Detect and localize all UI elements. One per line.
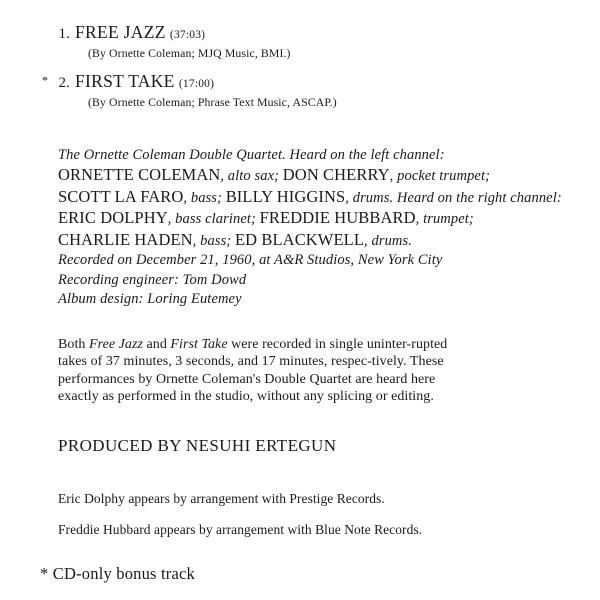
musician-role: , bass; [192, 232, 235, 249]
musician-name: ED BLACKWELL [234, 229, 365, 249]
personnel-line [58, 230, 560, 252]
bonus-track-footnote: * CD-only bonus track [40, 563, 195, 583]
musician-name: FREDDIE HUBBARD [259, 208, 416, 227]
track-line [52, 71, 560, 94]
musician-role: , bass; [183, 189, 226, 206]
track-duration: (37:03) [169, 29, 206, 41]
personnel-line [58, 208, 560, 230]
musician-role: , trumpet; [415, 211, 474, 227]
track-credit: (By Ornette Coleman; Phrase Text Music, ASCAP.) [88, 95, 337, 109]
track-list [42, 22, 560, 110]
courtesy-credits [58, 490, 438, 538]
notes-title-first-take: First Take [170, 336, 228, 352]
track-list-item [42, 71, 560, 110]
musician-name: DON CHERRY [282, 165, 390, 184]
personnel-block [58, 146, 560, 310]
musician-name: CHARLIE HADEN [58, 229, 193, 249]
bonus-track-star: * [42, 73, 48, 87]
track-number: 2. [58, 75, 70, 91]
album-design: Album design: Loring Eutemey [58, 291, 242, 307]
musician-name: ORNETTE COLEMAN [58, 165, 221, 184]
personnel-lead: The Ornette Coleman Double Quartet. Heard on the left channel: [58, 147, 445, 163]
courtesy-credit-hubbard: Freddie Hubbard appears by arrangement with Blue Note Records. [58, 521, 423, 537]
notes-part-3: were recorded in single uninter-rupted takes of 37 minutes, 3 seconds, and 17 minutes, respec-tively. These performances by Ornette Coleman's Double Quartet are heard here exactly as performed in the studio, without any splicing or editing. [58, 336, 448, 404]
recording-date: Recorded on December 21, 1960, at A&R Studios, New York City [58, 252, 443, 268]
personnel-line [58, 165, 560, 187]
notes-part-2: and [142, 336, 171, 352]
track-duration: (17:00) [178, 78, 215, 90]
recording-engineer: Recording engineer: Tom Dowd [58, 271, 247, 288]
track-title: FIRST TAKE [75, 71, 175, 91]
musician-name: SCOTT LA FARO [58, 186, 184, 206]
musician-role: , pocket trumpet; [389, 168, 491, 184]
track-list-item [52, 22, 560, 61]
notes-title-free-jazz: Free Jazz [88, 336, 143, 352]
personnel-line [58, 187, 560, 209]
session-notes-paragraph [58, 336, 458, 406]
track-title: FREE JAZZ [75, 22, 166, 42]
musician-role: , drums. Heard on the right channel: [345, 189, 562, 206]
musician-role: , drums. [364, 232, 412, 249]
musician-name: BILLY HIGGINS [225, 186, 346, 206]
track-line [52, 22, 560, 45]
musician-name: ERIC DOLPHY [58, 208, 168, 227]
musician-role: , alto sax; [220, 168, 283, 184]
notes-part-1: Both [58, 336, 89, 352]
courtesy-credit-dolphy: Eric Dolphy appears by arrangement with Prestige Records. [58, 490, 385, 506]
track-credit: (By Ornette Coleman; MJQ Music, BMI.) [88, 46, 291, 60]
producer-credit: PRODUCED BY NESUHI ERTEGUN [58, 435, 337, 455]
track-number: 1. [58, 26, 70, 42]
musician-role: , bass clarinet; [167, 211, 260, 227]
session-notes [58, 336, 458, 406]
